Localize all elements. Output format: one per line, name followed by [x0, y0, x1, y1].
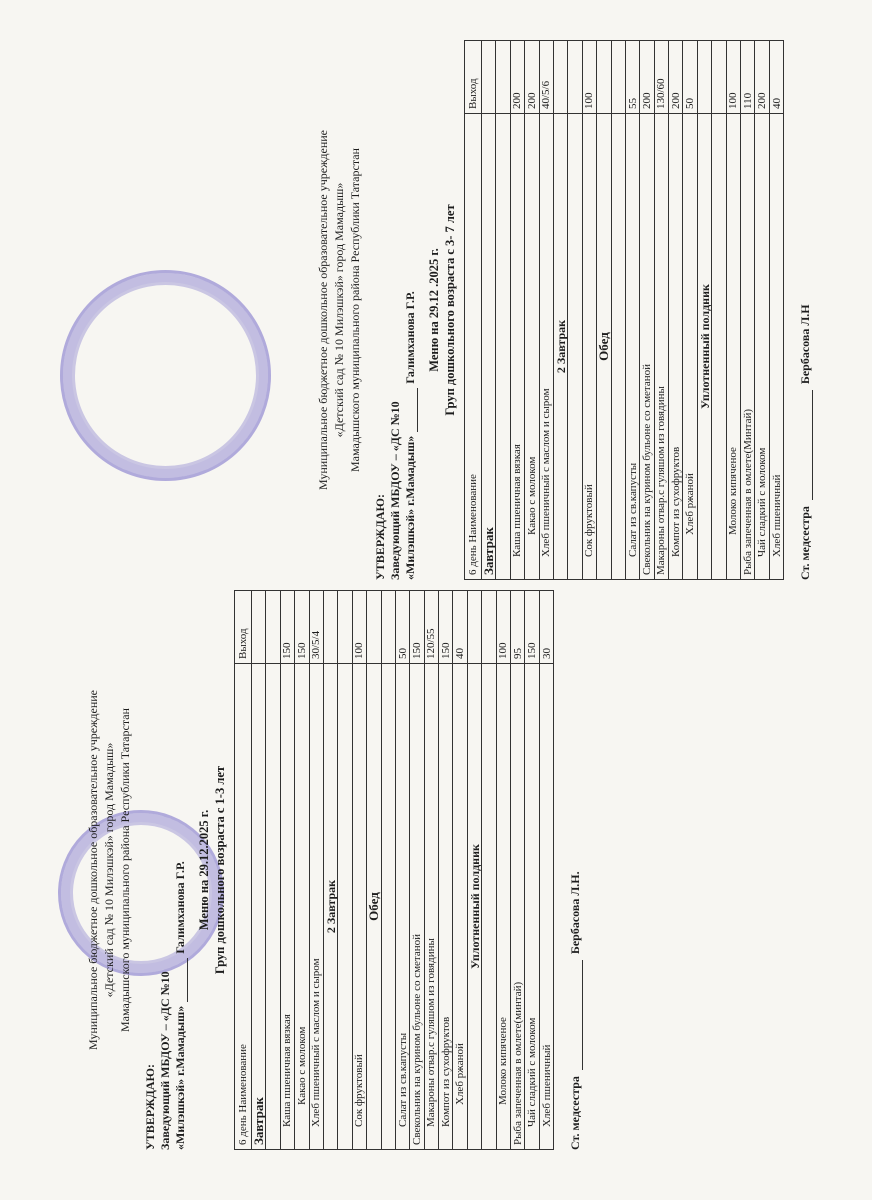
nurse-name: Бербасова Л.Н. — [568, 871, 583, 955]
dish-name — [338, 664, 352, 1150]
dish-yield — [367, 591, 381, 664]
dish-name: Молоко кипяченое — [726, 114, 740, 580]
table-row — [482, 591, 496, 1150]
organization-header — [85, 590, 133, 1150]
table-header-row — [465, 41, 482, 580]
approval-position: Заведующий МБДОУ – «ДС №10 — [158, 971, 172, 1150]
dish-yield — [266, 591, 280, 664]
dish-name: Свекольник на курином бульоне со сметаной — [640, 114, 654, 580]
approval-label: УТВЕРЖДАЮ: — [373, 493, 387, 580]
table-row — [496, 591, 510, 1150]
org-line-1: Муниципальное бюджетное дошкольное образовательное учреждение — [86, 690, 100, 1050]
dish-name: 6 день Наименование — [235, 664, 252, 1150]
dish-name: 6 день Наименование — [465, 114, 482, 580]
dish-name: Свекольник на курином бульоне со сметаной — [410, 664, 424, 1150]
nurse-name: Бербасова Л.Н — [798, 304, 813, 385]
dish-yield — [568, 41, 582, 114]
table-row — [683, 41, 697, 580]
dish-name: Рыба запеченная в омлете(минтай) — [511, 664, 525, 1150]
dish-name: 2 Завтрак — [553, 114, 567, 580]
approval-name: Галимханова Г.Р. — [173, 861, 187, 954]
menu-sheet-3-7 — [315, 40, 855, 580]
dish-name — [266, 664, 280, 1150]
dish-name: Компот из сухофруктов — [439, 664, 453, 1150]
dish-yield — [381, 591, 395, 664]
dish-name: Чай сладкий с молоком — [525, 664, 539, 1150]
table-row — [582, 41, 596, 580]
dish-yield: 40/5/6 — [539, 41, 553, 114]
dish-yield: 150 — [410, 591, 424, 664]
dish-name: Хлеб ржаной — [453, 664, 467, 1150]
dish-yield: 110 — [741, 41, 755, 114]
table-row — [640, 41, 654, 580]
dish-yield — [338, 591, 352, 664]
menu-table — [234, 590, 554, 1150]
table-row — [712, 41, 726, 580]
org-line-3: Мамадышского муниципального района Республики Татарстан — [118, 708, 132, 1032]
dish-yield: 95 — [511, 591, 525, 664]
dish-yield: 120/55 — [424, 591, 438, 664]
dish-name: Чай сладкий с молоком — [755, 114, 769, 580]
dish-yield: 200 — [755, 41, 769, 114]
table-row — [726, 41, 740, 580]
dish-name: Каша пшеничная вязкая — [280, 664, 294, 1150]
table-row — [439, 591, 453, 1150]
table-row — [597, 41, 611, 580]
dish-yield — [252, 591, 266, 664]
dish-name — [482, 664, 496, 1150]
nurse-signature-line — [812, 390, 813, 500]
dish-yield: 50 — [683, 41, 697, 114]
table-row — [266, 591, 280, 1150]
dish-yield: Выход — [465, 41, 482, 114]
dish-name: Рыба запеченная в омлете(Минтай) — [741, 114, 755, 580]
dish-name: Обед — [367, 664, 381, 1150]
table-row — [625, 41, 639, 580]
approval-label: УТВЕРЖДАЮ: — [143, 1063, 157, 1150]
dish-name: Обед — [597, 114, 611, 580]
dish-name: Макароны отвар.с гуляшом из говядины — [654, 114, 668, 580]
table-row — [510, 41, 524, 580]
table-row — [697, 41, 711, 580]
table-row — [424, 591, 438, 1150]
table-row — [769, 41, 783, 580]
dish-yield: 150 — [525, 591, 539, 664]
nurse-signature-line — [582, 960, 583, 1070]
menu-table — [464, 40, 784, 580]
org-line-1: Муниципальное бюджетное дошкольное образовательное учреждение — [316, 130, 330, 490]
table-row — [323, 591, 337, 1150]
dish-yield: 30 — [539, 591, 553, 664]
nurse-label: Ст. медсестра — [798, 506, 813, 580]
dish-name: Уплотненный полдник — [697, 114, 711, 580]
dish-name: Хлеб пшеничный с маслом и сыром — [539, 114, 553, 580]
dish-name — [496, 114, 510, 580]
table-row — [395, 591, 409, 1150]
dish-name: Уплотненный полдник — [467, 664, 481, 1150]
dish-yield — [482, 41, 496, 114]
dish-name: Сок фруктовый — [352, 664, 366, 1150]
table-row — [525, 41, 539, 580]
org-line-2: «Детский сад № 10 Милэшкэй» город Мамадыш» — [332, 182, 346, 438]
dish-yield: 150 — [280, 591, 294, 664]
dish-yield: 130/60 — [654, 41, 668, 114]
table-row — [539, 41, 553, 580]
dish-name — [712, 114, 726, 580]
dish-yield — [553, 41, 567, 114]
dish-name — [611, 114, 625, 580]
table-row — [352, 591, 366, 1150]
table-row — [755, 41, 769, 580]
dish-yield: 30/5/4 — [309, 591, 323, 664]
org-line-3: Мамадышского муниципального района Республики Татарстан — [348, 148, 362, 472]
table-row — [367, 591, 381, 1150]
dish-yield — [611, 41, 625, 114]
table-row — [280, 591, 294, 1150]
table-header-row — [235, 591, 252, 1150]
approval-block — [373, 40, 418, 580]
table-row — [410, 591, 424, 1150]
dish-name: 2 Завтрак — [323, 664, 337, 1150]
dish-yield: Выход — [235, 591, 252, 664]
dish-yield — [597, 41, 611, 114]
nurse-signature — [798, 40, 813, 580]
approval-position: Заведующий МБДОУ – «ДС №10 — [388, 401, 402, 580]
dish-yield — [712, 41, 726, 114]
table-row — [309, 591, 323, 1150]
table-row — [539, 591, 553, 1150]
table-row — [525, 591, 539, 1150]
dish-name: Молоко кипяченое — [496, 664, 510, 1150]
dish-yield: 40 — [453, 591, 467, 664]
dish-yield — [482, 591, 496, 664]
dish-yield: 200 — [510, 41, 524, 114]
dish-yield: 100 — [352, 591, 366, 664]
dish-name: Хлеб пшеничный — [769, 114, 783, 580]
dish-name — [381, 664, 395, 1150]
table-row — [295, 591, 309, 1150]
organization-header — [315, 40, 363, 580]
dish-yield: 100 — [582, 41, 596, 114]
dish-yield: 150 — [439, 591, 453, 664]
dish-yield: 100 — [726, 41, 740, 114]
dish-yield — [323, 591, 337, 664]
dish-name: Салат из св.капусты — [625, 114, 639, 580]
org-line-2: «Детский сад № 10 Милэшкэй» город Мамадыш» — [102, 742, 116, 998]
menu-date: Меню на 29.12 .2025 г. — [427, 248, 441, 372]
dish-yield — [697, 41, 711, 114]
dish-name: Завтрак — [482, 114, 496, 580]
table-row — [338, 591, 352, 1150]
nurse-signature — [568, 590, 583, 1150]
table-row — [252, 591, 266, 1150]
nurse-label: Ст. медсестра — [568, 1076, 583, 1150]
dish-name: Завтрак — [252, 664, 266, 1150]
dish-yield: 100 — [496, 591, 510, 664]
dish-yield: 200 — [525, 41, 539, 114]
dish-yield: 200 — [669, 41, 683, 114]
dish-name: Компот из сухофруктов — [669, 114, 683, 580]
dish-name — [568, 114, 582, 580]
dish-name: Какао с молоком — [295, 664, 309, 1150]
dish-name: Макароны отвар.с гуляшом из говядины — [424, 664, 438, 1150]
dish-yield: 50 — [395, 591, 409, 664]
menu-title — [196, 590, 228, 1150]
table-row — [611, 41, 625, 580]
table-row — [381, 591, 395, 1150]
dish-yield — [496, 41, 510, 114]
dish-yield: 150 — [295, 591, 309, 664]
dish-name: Сок фруктовый — [582, 114, 596, 580]
table-row — [453, 591, 467, 1150]
menu-group: Груп дошкольного возраста с 1-3 лет — [213, 765, 227, 975]
signature-line — [417, 388, 418, 432]
menu-sheet-1-3 — [85, 590, 583, 1150]
table-row — [568, 41, 582, 580]
dish-yield — [467, 591, 481, 664]
approval-place: «Милэшкэй» г.Мамадыш» — [403, 435, 417, 580]
menu-group: Груп дошкольного возраста с 3- 7 лет — [443, 204, 457, 416]
dish-yield: 40 — [769, 41, 783, 114]
approval-name: Галимханова Г.Р. — [403, 291, 417, 384]
table-row — [511, 591, 525, 1150]
dish-name: Каша пшеничная вязкая — [510, 114, 524, 580]
dish-name: Салат из св.капусты — [395, 664, 409, 1150]
signature-line — [187, 958, 188, 1002]
dish-yield: 200 — [640, 41, 654, 114]
approval-block — [143, 590, 188, 1150]
table-row — [467, 591, 481, 1150]
approval-place: «Милэшкэй» г.Мамадыш» — [173, 1005, 187, 1150]
table-row — [669, 41, 683, 580]
dish-name: Хлеб пшеничный с маслом и сыром — [309, 664, 323, 1150]
table-row — [553, 41, 567, 580]
table-row — [482, 41, 496, 580]
table-row — [741, 41, 755, 580]
table-row — [654, 41, 668, 580]
dish-yield: 55 — [625, 41, 639, 114]
menu-title — [426, 40, 458, 580]
dish-name: Хлеб пшеничный — [539, 664, 553, 1150]
dish-name: Хлеб ржаной — [683, 114, 697, 580]
menu-date: Меню на 29.12.2025 г. — [197, 809, 211, 931]
dish-name: Какао с молоком — [525, 114, 539, 580]
official-seal-right — [60, 270, 271, 481]
table-row — [496, 41, 510, 580]
